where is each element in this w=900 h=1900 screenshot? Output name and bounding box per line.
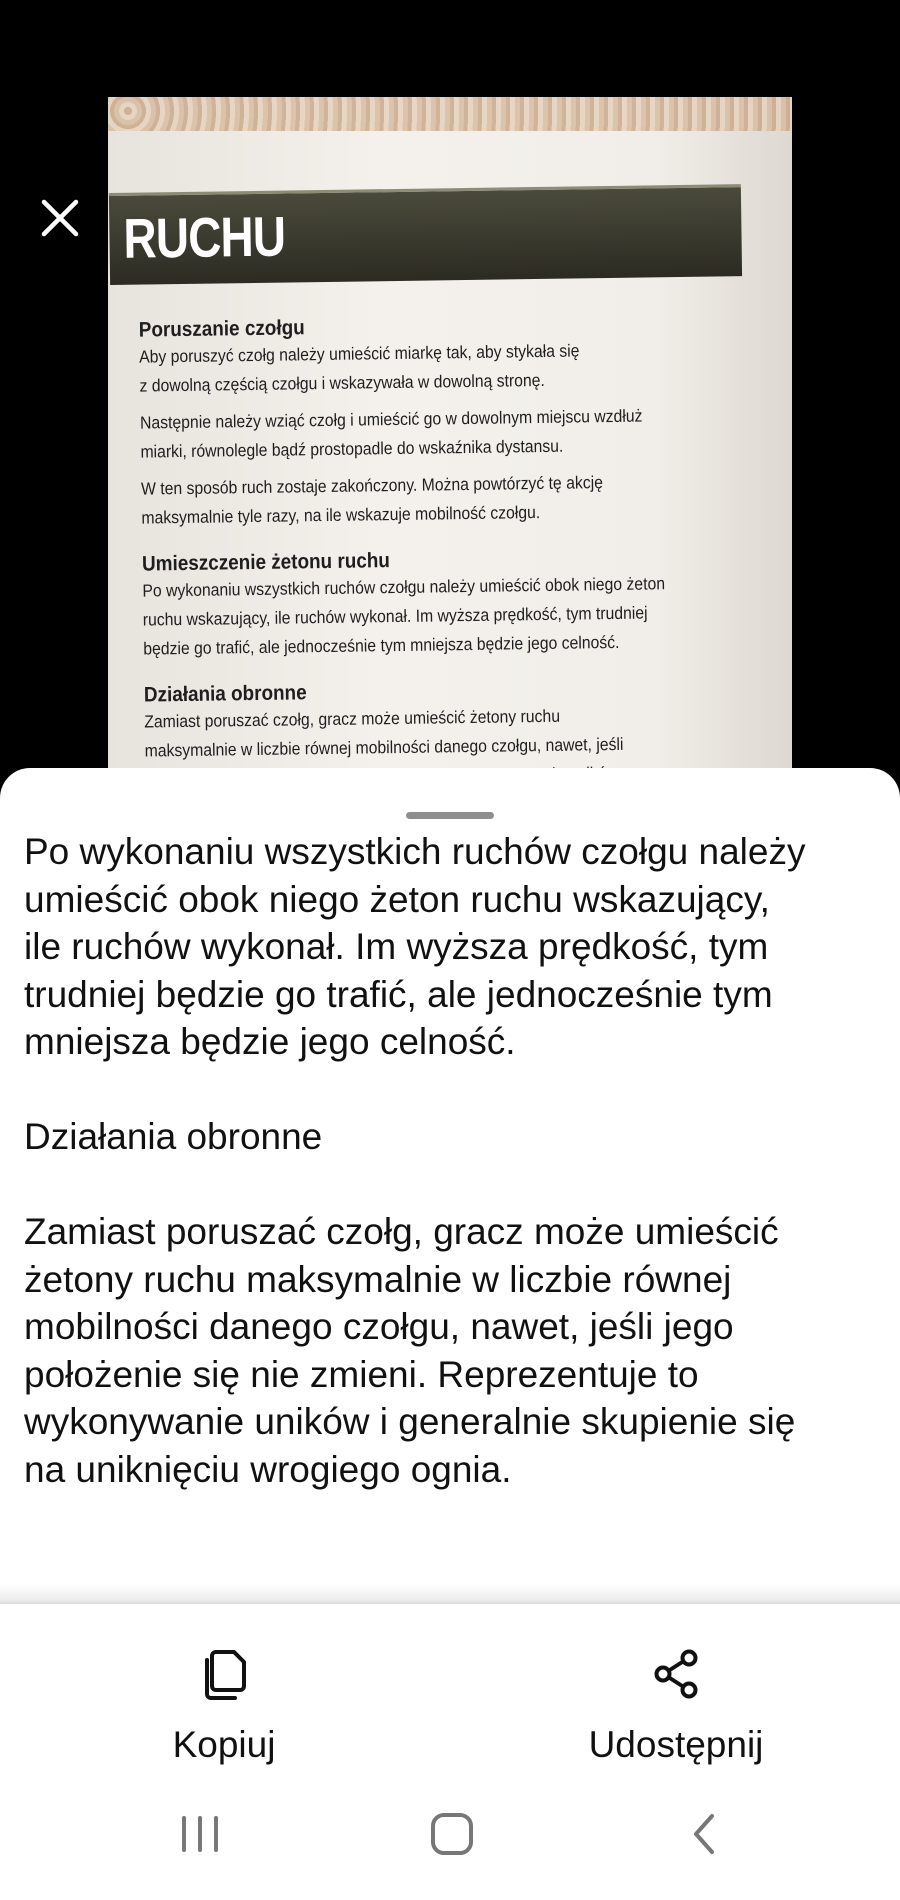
page-section-title: Umieszczenie żetonu ruchu — [141, 549, 391, 576]
extracted-text-scroll-area[interactable] — [0, 831, 900, 1490]
extracted-text-sheet[interactable] — [0, 768, 900, 1900]
page-text-line: W ten sposób ruch zostaje zakończony. Można powtórzyć tę akcję — [140, 472, 604, 499]
page-text-line: będzie go trafić, ale jednocześnie tym mniejsza będzie jego celność. — [143, 631, 620, 659]
copy-icon — [196, 1646, 252, 1702]
extracted-paragraph: Po wykonaniu wszystkich ruchów czołgu należy umieścić obok niego żeton ruchu wskazujący, ile ruchów wykonał. Im wyższa prędkość, tym trudniej będzie go trafić, ale jednocześnie tym mniejsza będzie jego celność. — [24, 831, 806, 1062]
page-section-title: Działania obronne — [143, 681, 307, 707]
action-bar — [0, 1604, 900, 1774]
page-text-line: miarki, równolegle bądź prostopadle do wskaźnika dystansu. — [140, 435, 564, 462]
page-text-line: maksymalnie tyle razy, na ile wskazuje mobilność czołgu. — [141, 502, 541, 528]
page-heading-band — [109, 184, 742, 285]
close-icon — [34, 192, 86, 244]
copy-label: Kopiuj — [172, 1724, 276, 1765]
home-icon — [412, 1802, 492, 1866]
page-content — [108, 121, 802, 830]
page-text-line: Po wykonaniu wszystkich ruchów czołgu należy umieścić obok niego żeton — [142, 573, 666, 601]
page-text-line: z dowolną częścią czołgu i wskazywała w dowolną stronę. — [139, 369, 545, 396]
extracted-paragraph: Zamiast poruszać czołg, gracz może umieścić żetony ruchu maksymalnie w liczbie równej mobilności danego czołgu, nawet, jeśli jego położenie się nie zmieni. Reprezentuje to wykonywanie uników i generalnie skupienie się na uniknięciu wrogiego ognia. — [24, 1211, 796, 1490]
share-label: Udostępnij — [588, 1724, 764, 1765]
system-navigation-bar — [0, 1774, 900, 1900]
sheet-drag-handle[interactable] — [406, 812, 494, 819]
back-button[interactable] — [664, 1802, 744, 1866]
page-text-line: Następnie należy wziąć czołg i umieścić go w dowolnym miejscu wzdłuż — [139, 405, 643, 433]
recent-apps-button[interactable] — [160, 1802, 240, 1866]
home-button[interactable] — [412, 1802, 492, 1866]
page-text-line: ruchu wskazujący, ile ruchów wykonał. Im wyższa prędkość, tym trudniej — [142, 602, 648, 630]
page-section-title: Poruszanie czołgu — [138, 316, 305, 342]
page-heading: RUCHU — [123, 204, 286, 270]
share-button[interactable] — [526, 1604, 826, 1774]
sheet-divider — [0, 1584, 900, 1604]
extracted-paragraph: Działania obronne — [24, 1116, 323, 1157]
camera-preview — [0, 0, 900, 790]
copy-button[interactable] — [74, 1604, 374, 1774]
extracted-text[interactable] — [24, 828, 884, 1541]
page-text-line: Aby poruszyć czołg należy umieścić miarkę tak, aby stykała się — [139, 340, 580, 367]
close-button[interactable] — [34, 192, 86, 244]
recent-apps-icon — [160, 1802, 240, 1866]
page-text-line: Zamiast poruszać czołg, gracz może umieścić żetony ruchu — [144, 705, 561, 732]
share-icon — [648, 1646, 704, 1702]
page-text-line: maksymalnie w liczbie równej mobilności danego czołgu, nawet, jeśli — [144, 733, 624, 761]
page-text-block — [138, 298, 765, 832]
book-page-photo — [108, 97, 792, 797]
back-icon — [664, 1802, 744, 1866]
